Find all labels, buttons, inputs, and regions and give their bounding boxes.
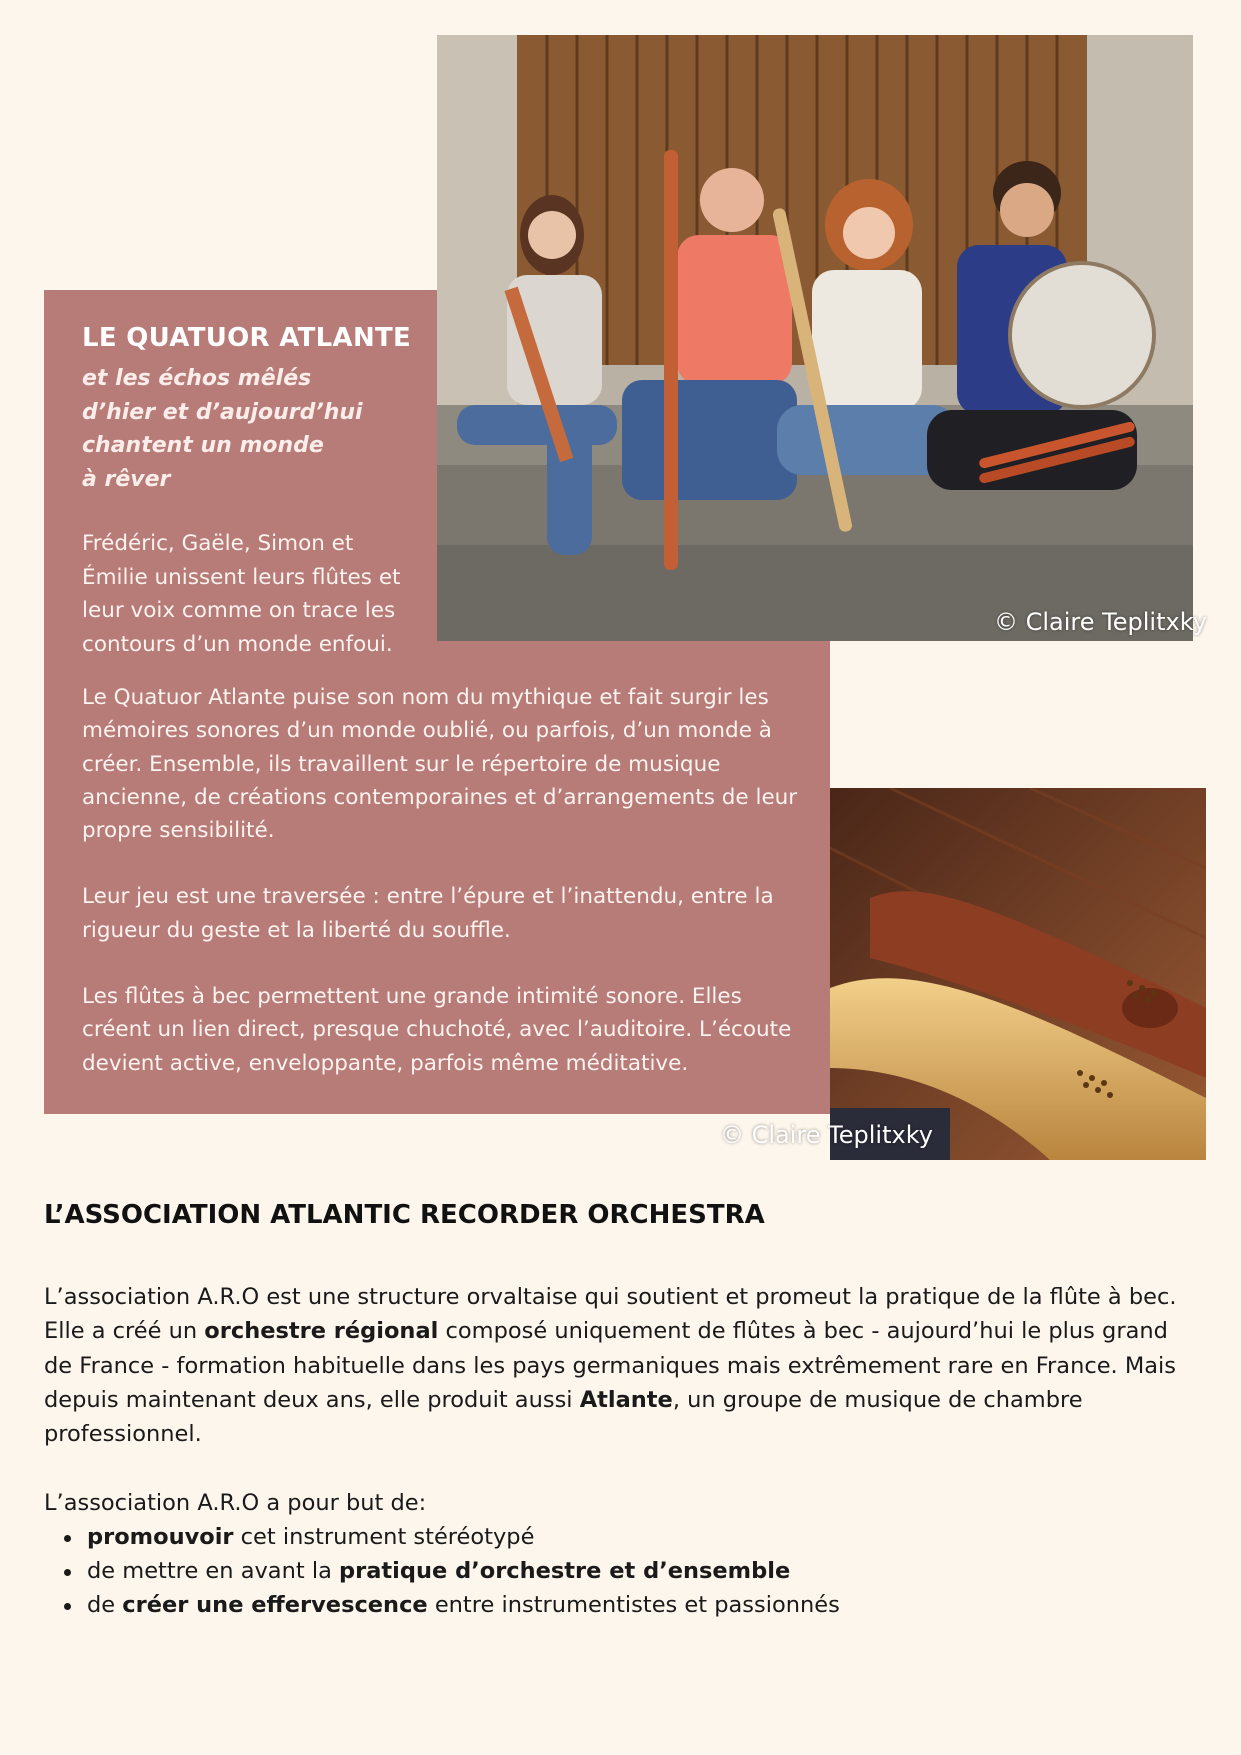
text-run: L’association A.R.O est une structure orvaltaise qui soutient et promeut la pratique de la flûte à bec. Elle a créé un: [44, 1284, 1177, 1345]
intro-line: Frédéric, Gaële, Simon et: [82, 531, 354, 556]
flutes-photo: [830, 788, 1206, 1160]
text-run: , un groupe de musique de chambre professionnel.: [44, 1386, 1083, 1448]
bold-run: créer une effervescence: [122, 1592, 428, 1618]
subtitle-line: à rêver: [82, 466, 171, 492]
intro-line: Émilie unissent leurs flûtes et: [82, 564, 401, 590]
text-run: de: [87, 1592, 123, 1618]
text-run: de mettre en avant la: [87, 1558, 340, 1584]
intro-line: leur voix comme on trace les: [82, 598, 396, 623]
list-item: [44, 1554, 840, 1588]
panel-subtitle: [82, 362, 422, 496]
list-item: [44, 1520, 840, 1554]
panel-paragraph: Le Quatuor Atlante puise son nom du mythique et fait surgir les mémoires sonores d’un monde oublié, ou parfois, d’un monde à créer. Ensemble, ils travaillent sur le répertoire de musique ancienne, de créations contemporaines et d’arrangements de leur propre sensibilité.: [82, 685, 798, 844]
subtitle-line: chantent un monde: [82, 433, 324, 458]
bold-run: pratique d’orchestre et d’ensemble: [339, 1558, 791, 1584]
bold-run: orchestre régional: [204, 1318, 439, 1345]
bold-run: promouvoir: [87, 1524, 234, 1550]
panel-title: LE QUATUOR ATLANTE: [82, 323, 412, 353]
panel-intro: [82, 527, 432, 661]
text-run: composé uniquement de flûtes à bec - aujourd’hui le plus grand de France - formation habituelle dans les pays germaniques mais extrêmement rare en France. Mais depuis maintenant deux ans, elle produit aussi: [44, 1318, 1177, 1413]
group-photo: [437, 35, 1193, 641]
list-item: [44, 1588, 840, 1622]
aims-intro: L’association A.R.O a pour but de:: [44, 1490, 427, 1516]
section-title: L’ASSOCIATION ATLANTIC RECORDER ORCHESTRA: [44, 1200, 765, 1230]
text-run: entre instrumentistes et passionnés: [427, 1592, 840, 1618]
panel-paragraph: Leur jeu est une traversée : entre l’épure et l’inattendu, entre la rigueur du geste et la liberté du souffle.: [82, 884, 774, 943]
panel-body: [82, 681, 812, 1113]
intro-line: contours d’un monde enfoui.: [82, 631, 393, 657]
aims-list: [44, 1520, 840, 1622]
subtitle-line: et les échos mêlés: [82, 366, 312, 391]
photo-credit: © Claire Teplitxky: [994, 608, 1207, 636]
photo-credit: © Claire Teplitxky: [720, 1121, 933, 1149]
panel-paragraph: Les flûtes à bec permettent une grande intimité sonore. Elles créent un lien direct, presque chuchoté, avec l’auditoire. L’écoute devient active, enveloppante, parfois même méditative.: [82, 984, 792, 1076]
subtitle-line: d’hier et d’aujourd’hui: [82, 399, 363, 425]
text-run: cet instrument stéréotypé: [233, 1524, 535, 1550]
bold-run: Atlante: [579, 1386, 673, 1413]
association-paragraph: [44, 1280, 1194, 1451]
